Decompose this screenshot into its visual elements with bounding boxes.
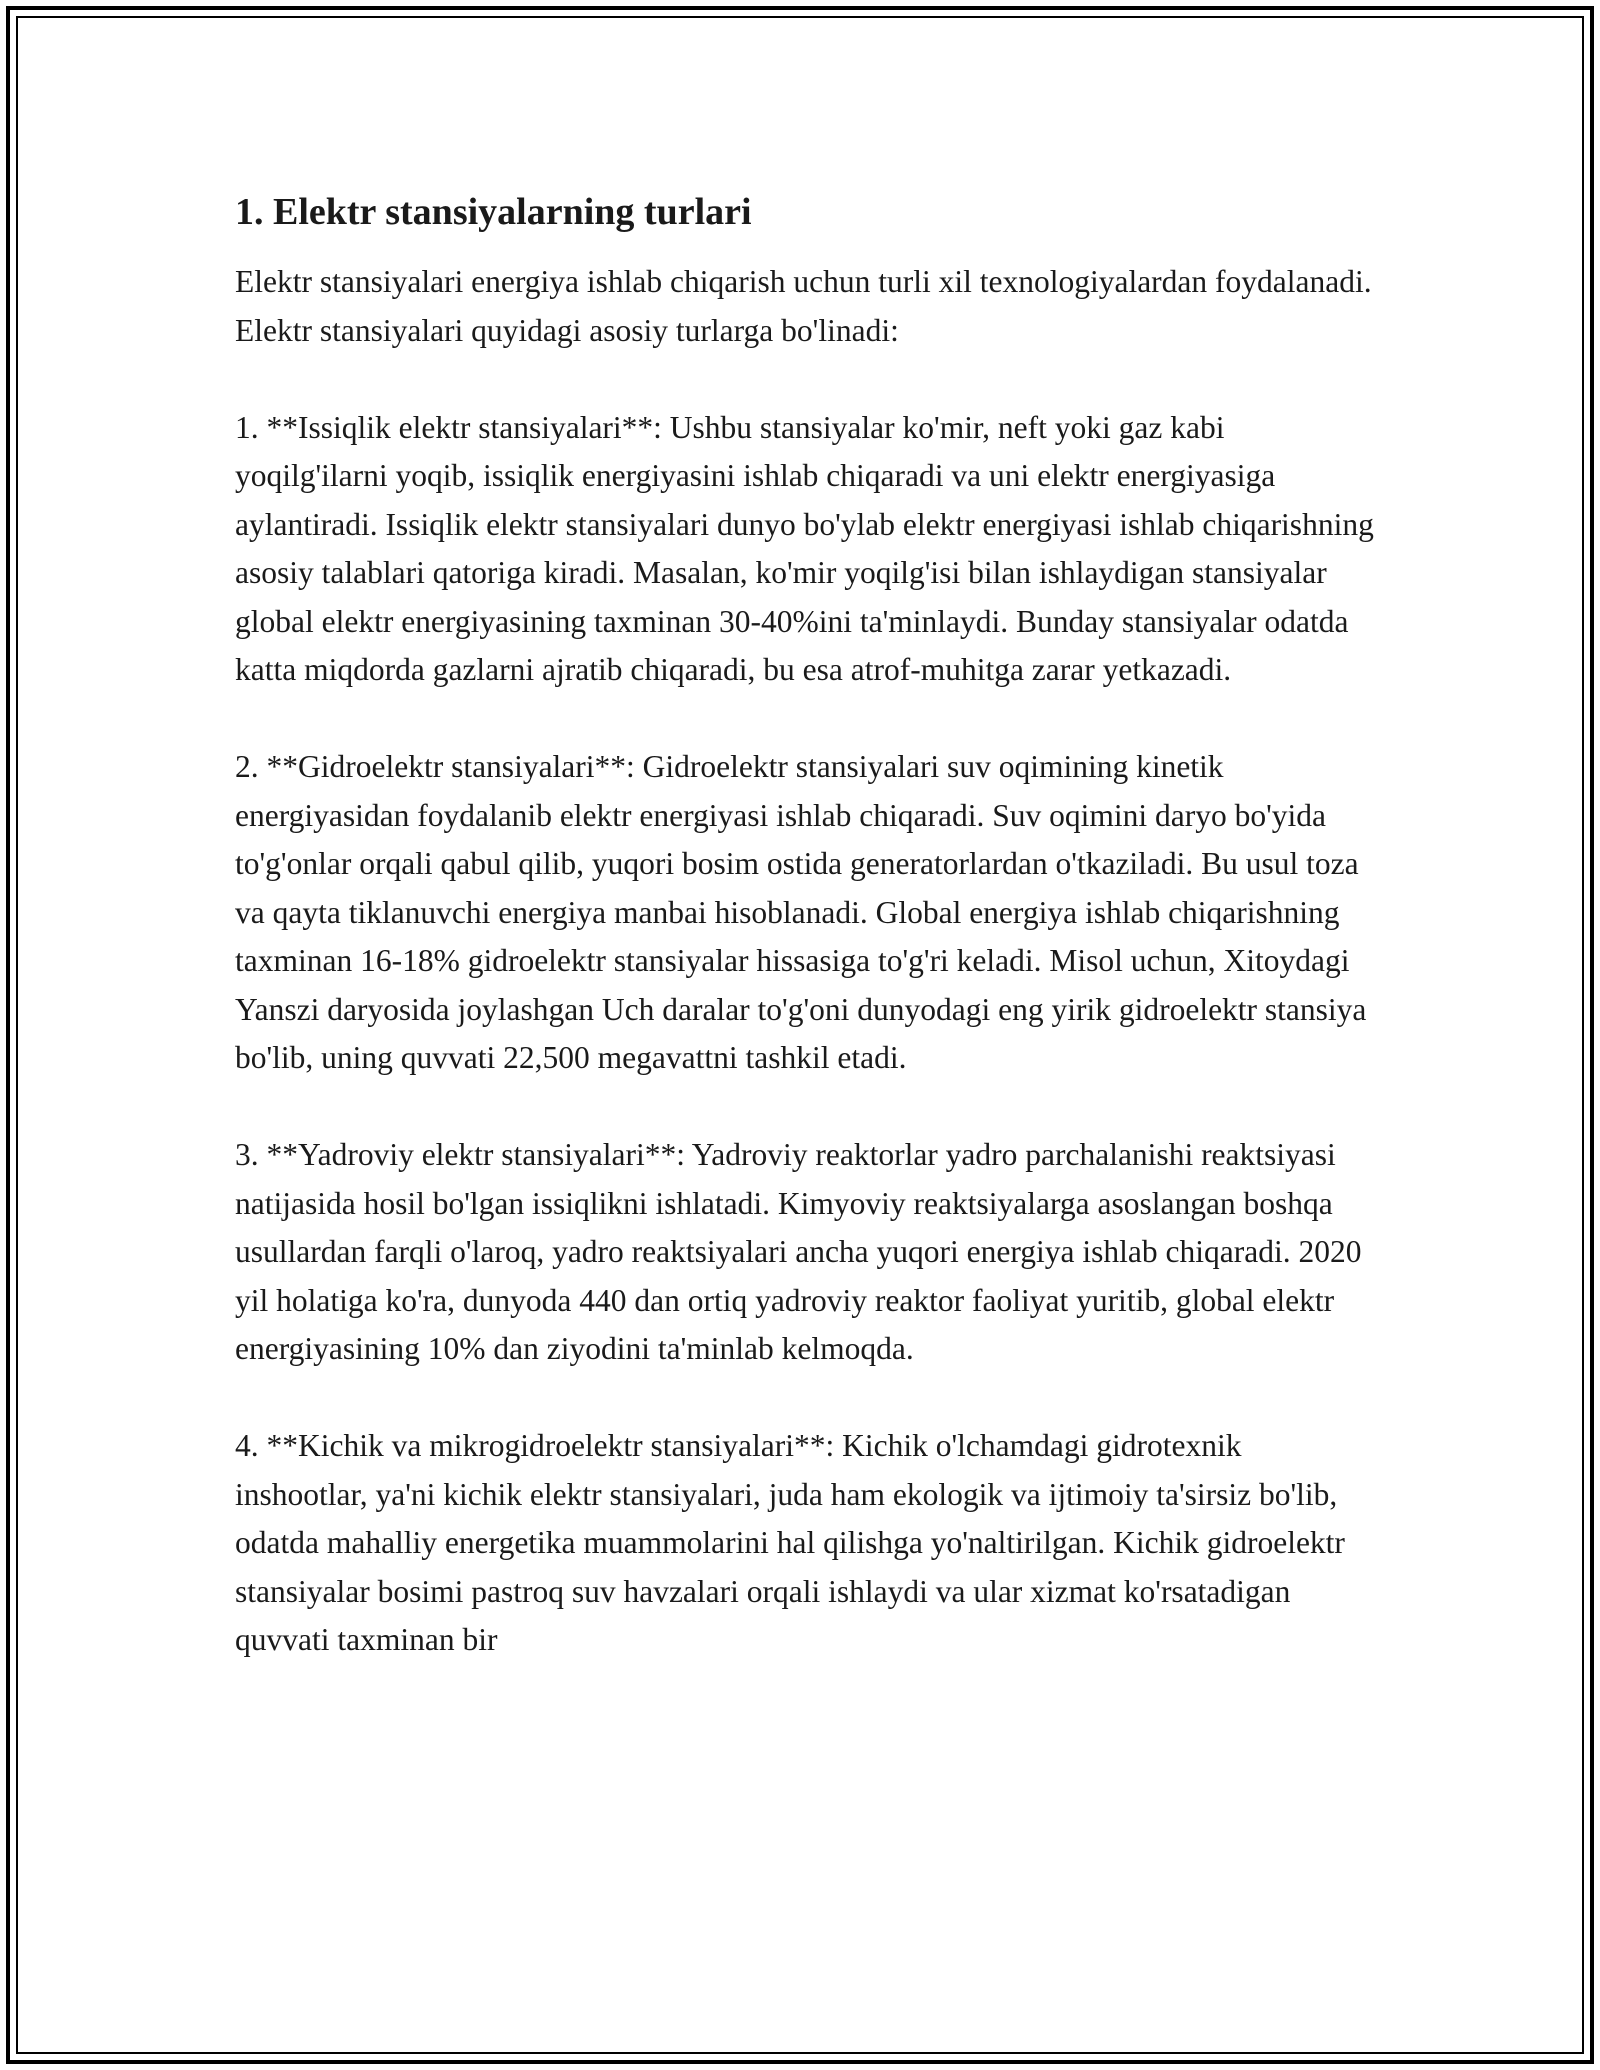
intro-paragraph: Elektr stansiyalari energiya ishlab chiqarish uchun turli xil texnologiyalardan foydalanadi. Elektr stansiyalari quyidagi asosiy turlarga bo'linadi: <box>235 264 1372 348</box>
document-page <box>235 188 1375 1713</box>
section-thermal-power-plants: 1. **Issiqlik elektr stansiyalari**: Ushbu stansiyalar ko'mir, neft yoki gaz kabi yoqilg'ilarni yoqib, issiqlik energiyasini ishlab chiqaradi va uni elektr energiyasiga aylantiradi. Issiqlik elektr stansiyalari dunyo bo'ylab elektr energiyasi ishlab chiqarishning asosiy talablari qatoriga kiradi. Masalan, ko'mir yoqilg'isi bilan ishlaydigan stansiyalar global elektr energiyasining taxminan 30-40%ini ta'minlaydi. Bunday stansiyalar odatda katta miqdorda gazlarni ajratib chiqaradi, bu esa atrof-muhitga zarar yetkazadi. <box>235 409 1374 687</box>
section-nuclear-power-plants: 3. **Yadroviy elektr stansiyalari**: Yadroviy reaktorlar yadro parchalanishi reaktsiyasi natijasida hosil bo'lgan issiqlikni ishlatadi. Kimyoviy reaktsiyalarga asoslangan boshqa usullardan farqli o'laroq, yadro reaktsiyalari ancha yuqori energiya ishlab chiqaradi. 2020 yil holatiga ko'ra, dunyoda 440 dan ortiq yadroviy reaktor faoliyat yuritib, global elektr energiyasining 10% dan ziyodini ta'minlab kelmoqda. <box>235 1137 1362 1366</box>
section-small-hydro-power-plants: 4. **Kichik va mikrogidroelektr stansiyalari**: Kichik o'lchamdagi gidrotexnik inshootlar, ya'ni kichik elektr stansiyalari, juda ham ekologik va ijtimoiy ta'sirsiz bo'lib, odatda mahalliy energetika muammolarini hal qilishga yo'naltirilgan. Kichik gidroelektr stansiyalar bosimi pastroq suv havzalari orqali ishlaydi va ular xizmat ko'rsatadigan quvvati taxminan bir <box>235 1428 1345 1657</box>
document-title: 1. Elektr stansiyalarning turlari <box>235 191 752 233</box>
section-hydroelectric-power-plants: 2. **Gidroelektr stansiyalari**: Gidroelektr stansiyalari suv oqimining kinetik energiyasidan foydalanib elektr energiyasi ishlab chiqaradi. Suv oqimini daryo bo'yida to'g'onlar orqali qabul qilib, yuqori bosim ostida generatorlardan o'tkaziladi. Bu usul toza va qayta tiklanuvchi energiya manbai hisoblanadi. Global energiya ishlab chiqarishning taxminan 16-18% gidroelektr stansiyalar hissasiga to'g'ri keladi. Misol uchun, Xitoydagi Yanszi daryosida joylashgan Uch daralar to'g'oni dunyodagi eng yirik gidroelektr stansiya bo'lib, uning quvvati 22,500 megavattni tashkil etadi. <box>235 749 1367 1075</box>
